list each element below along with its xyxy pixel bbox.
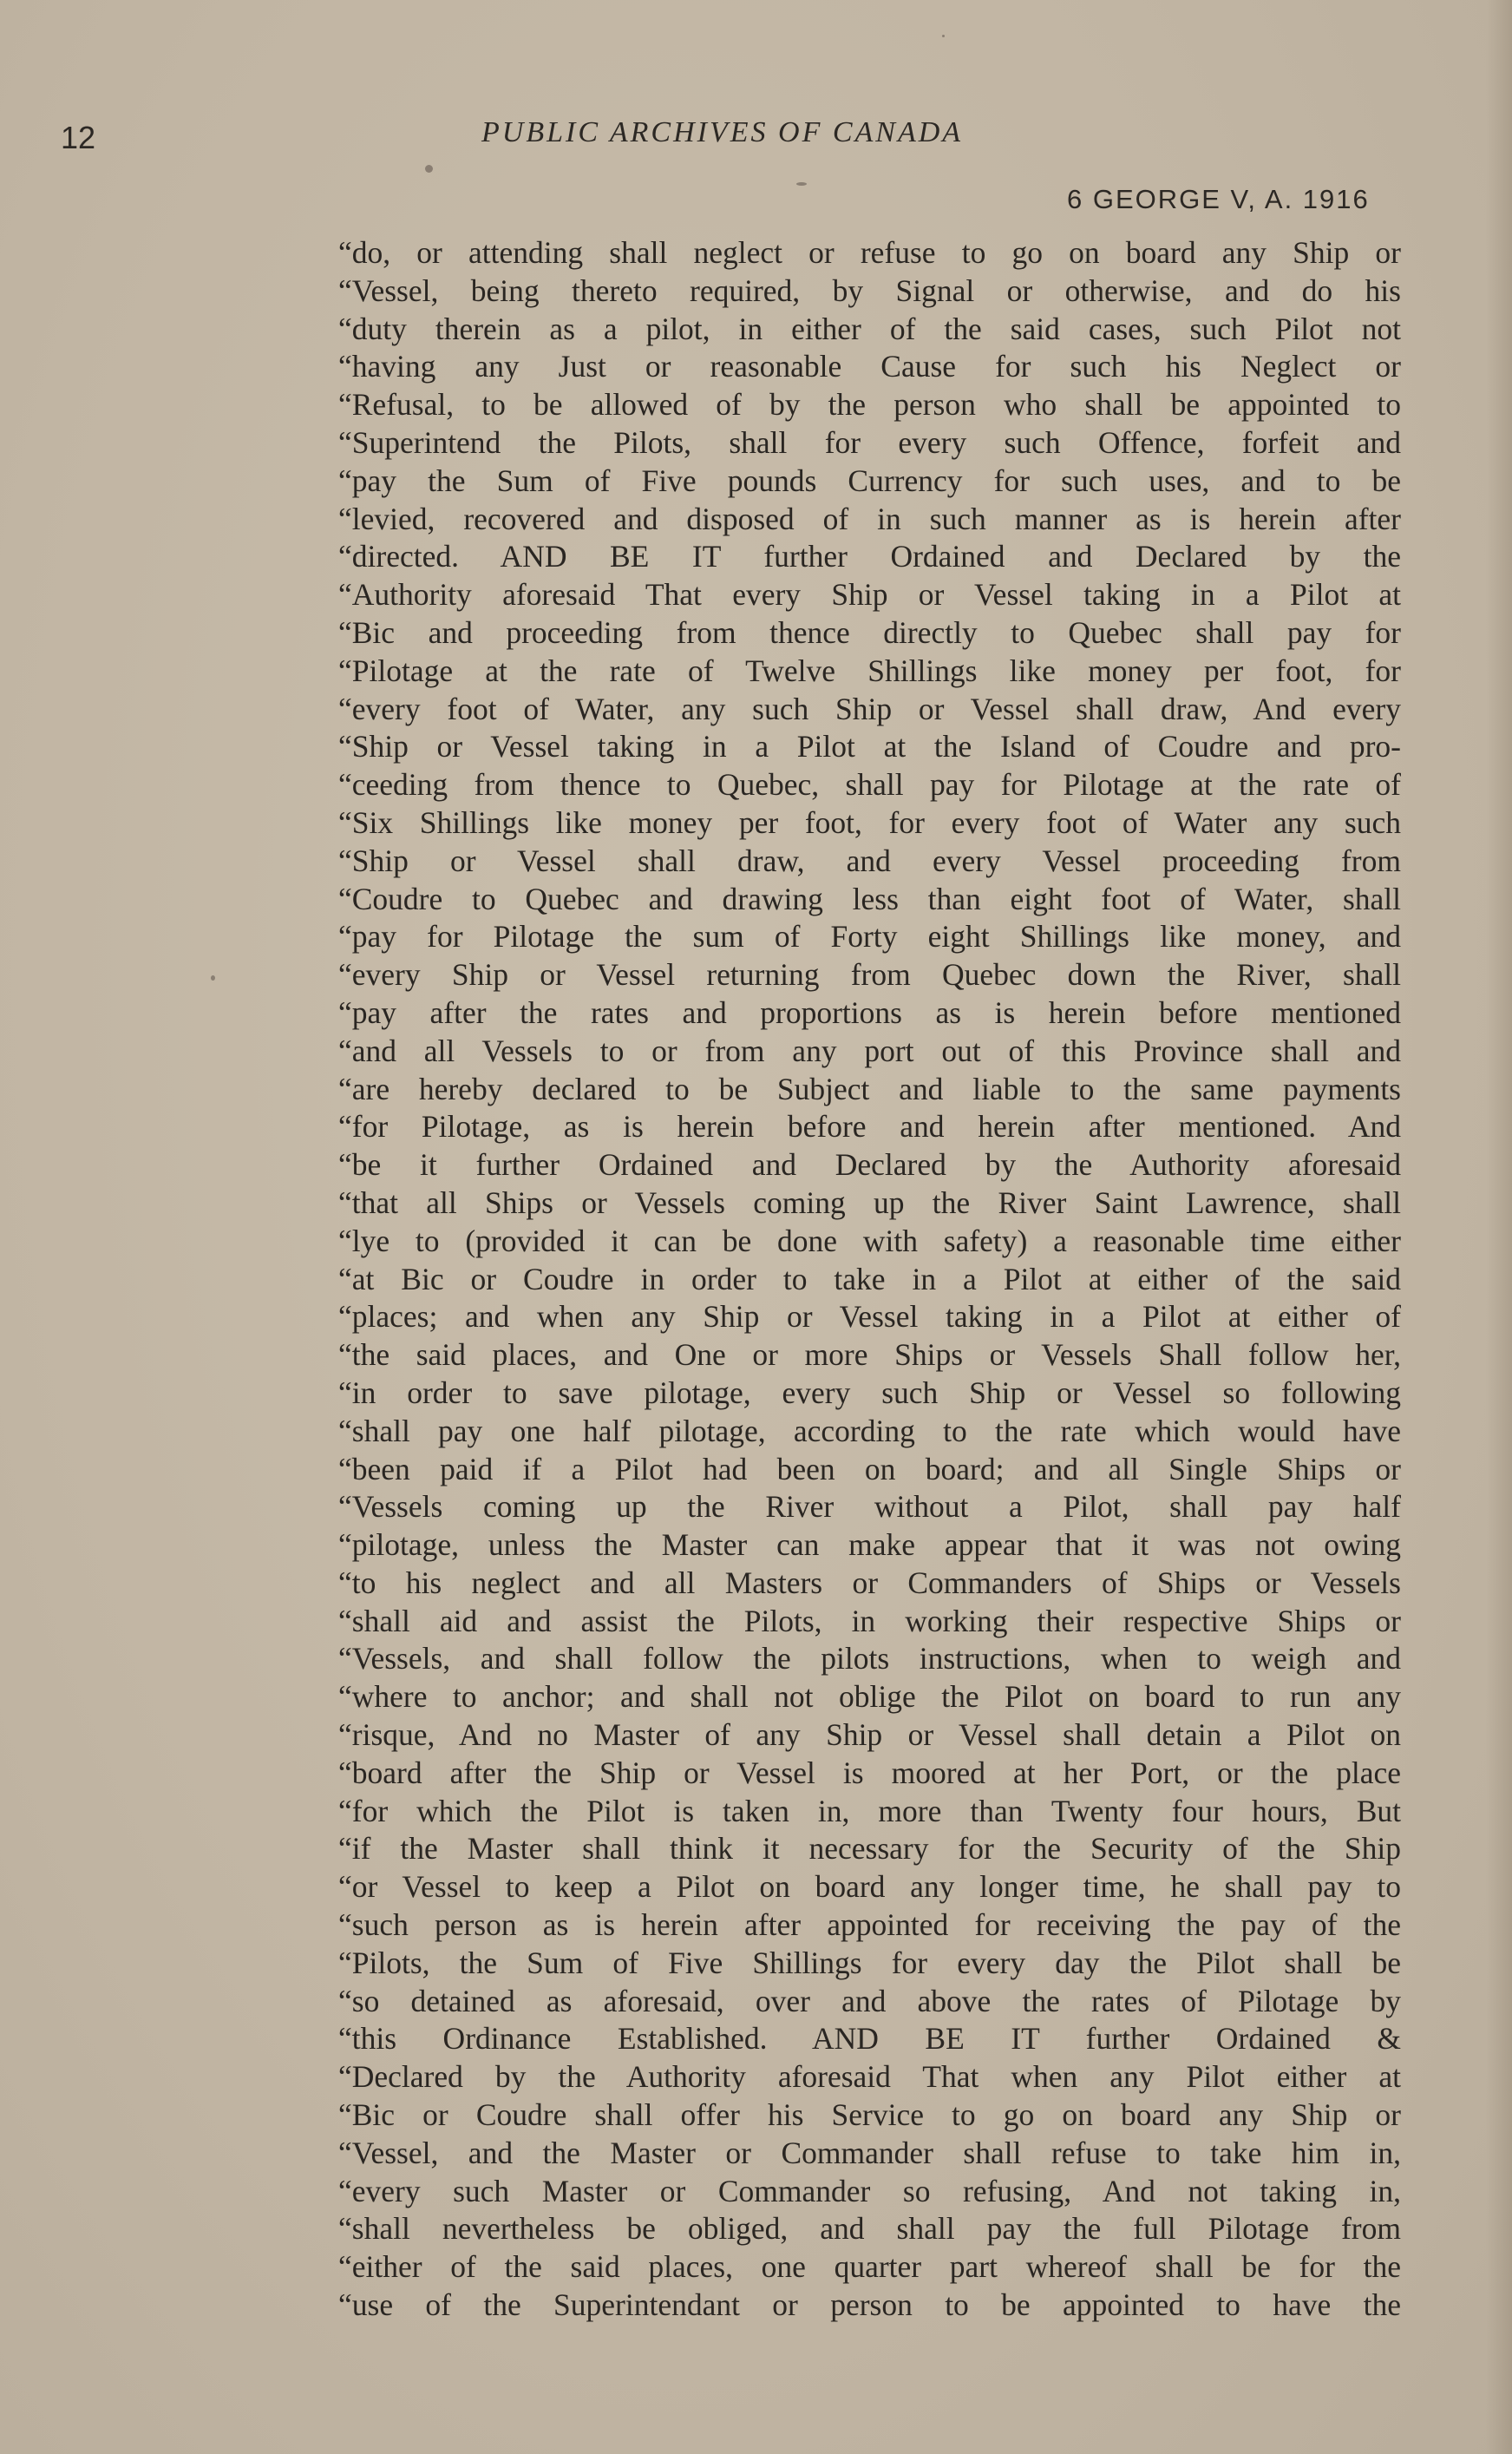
text-line: “for Pilotage, as is herein before and herein after mentioned. And xyxy=(338,1109,1401,1145)
text-line: “Bic or Coudre shall offer his Service to go on board any Ship or xyxy=(338,2097,1401,2133)
running-head: PUBLIC ARCHIVES OF CANADA xyxy=(481,116,964,148)
text-line: “Bic and proceeding from thence directly to Quebec shall pay for xyxy=(338,614,1401,650)
text-line: “lye to (provided it can be done with safety) a reasonable time either xyxy=(338,1223,1401,1258)
text-line: “every foot of Water, any such Ship or Vessel shall draw, And every xyxy=(338,691,1401,726)
paper-speck xyxy=(211,975,215,981)
text-line: “Superintend the Pilots, shall for every such Offence, forfeit and xyxy=(338,424,1401,460)
text-line: “having any Just or reasonable Cause for such his Neglect or xyxy=(338,349,1401,384)
text-line: “pay for Pilotage the sum of Forty eight Shillings like money, and xyxy=(338,919,1401,955)
text-line: “for which the Pilot is taken in, more than Twenty four hours, But xyxy=(338,1793,1401,1828)
text-line: “such person as is herein after appointed for receiving the pay of the xyxy=(338,1907,1401,1943)
session-reference: 6 GEORGE V, A. 1916 xyxy=(1067,184,1370,214)
text-line: “Six Shillings like money per foot, for every foot of Water any such xyxy=(338,804,1401,840)
text-line: “either of the said places, one quarter part whereof shall be for the xyxy=(338,2249,1401,2285)
text-line: “board after the Ship or Vessel is moored at her Port, or the place xyxy=(338,1755,1401,1790)
text-line: “and all Vessels to or from any port out of this Province shall and xyxy=(338,1033,1401,1068)
text-line: “are hereby declared to be Subject and liable to the same payments xyxy=(338,1071,1401,1106)
text-line: “directed. AND BE IT further Ordained and Declared by the xyxy=(338,539,1401,574)
text-line: “shall nevertheless be obliged, and shall pay the full Pilotage from xyxy=(338,2211,1401,2247)
text-line: “Pilots, the Sum of Five Shillings for every day the Pilot shall be xyxy=(338,1945,1401,1980)
text-line: “do, or attending shall neglect or refuse to go on board any Ship or xyxy=(338,235,1401,270)
text-line: “where to anchor; and shall not oblige the Pilot on board to run any xyxy=(338,1679,1401,1715)
ordinance-text xyxy=(338,234,1401,2325)
text-line: “every such Master or Commander so refusing, And not taking in, xyxy=(338,2173,1401,2208)
text-line: “Authority aforesaid That every Ship or Vessel taking in a Pilot at xyxy=(338,577,1401,613)
text-line: “use of the Superintendant or person to be appointed to have the xyxy=(338,2287,1401,2323)
page-number: 12 xyxy=(61,120,96,155)
text-line: “every Ship or Vessel returning from Quebec down the River, shall xyxy=(338,957,1401,993)
text-line: “Coudre to Quebec and drawing less than eight foot of Water, shall xyxy=(338,881,1401,916)
text-line: “be it further Ordained and Declared by the Authority aforesaid xyxy=(338,1147,1401,1183)
text-line: “in order to save pilotage, every such Ship or Vessel so following xyxy=(338,1375,1401,1410)
text-line: “risque, And no Master of any Ship or Vessel shall detain a Pilot on xyxy=(338,1717,1401,1753)
text-line: “ceeding from thence to Quebec, shall pay for Pilotage at the rate of xyxy=(338,767,1401,803)
paper-speck xyxy=(796,182,807,186)
text-line: “Ship or Vessel shall draw, and every Vessel proceeding from xyxy=(338,843,1401,878)
page-edge-shadow xyxy=(1486,0,1512,2454)
text-line: “pay after the rates and proportions as is herein before mentioned xyxy=(338,994,1401,1030)
text-line: “to his neglect and all Masters or Commanders of Ships or Vessels xyxy=(338,1565,1401,1600)
text-line: “Declared by the Authority aforesaid That when any Pilot either at xyxy=(338,2059,1401,2095)
text-line: “or Vessel to keep a Pilot on board any longer time, he shall pay to xyxy=(338,1869,1401,1905)
text-line: “Vessels coming up the River without a Pilot, shall pay half xyxy=(338,1489,1401,1525)
text-line: “Vessel, and the Master or Commander shall refuse to take him in, xyxy=(338,2135,1401,2170)
text-line: “so detained as aforesaid, over and above the rates of Pilotage by xyxy=(338,1983,1401,2018)
text-line: “duty therein as a pilot, in either of the said cases, such Pilot not xyxy=(338,311,1401,346)
text-line: “levied, recovered and disposed of in such manner as is herein after xyxy=(338,501,1401,536)
text-line: “Vessel, being thereto required, by Signal or otherwise, and do his xyxy=(338,272,1401,308)
paper-speck xyxy=(425,165,433,173)
text-line: “Vessels, and shall follow the pilots instructions, when to weigh and xyxy=(338,1641,1401,1676)
text-line: “this Ordinance Established. AND BE IT further Ordained & xyxy=(338,2021,1401,2057)
text-line: “been paid if a Pilot had been on board; and all Single Ships or xyxy=(338,1451,1401,1486)
text-line: “Ship or Vessel taking in a Pilot at the Island of Coudre and pro- xyxy=(338,729,1401,764)
text-line: “that all Ships or Vessels coming up the River Saint Lawrence, shall xyxy=(338,1184,1401,1220)
text-line: “shall pay one half pilotage, according to the rate which would have xyxy=(338,1413,1401,1448)
text-line: “Pilotage at the rate of Twelve Shillings like money per foot, for xyxy=(338,653,1401,688)
text-line: “Refusal, to be allowed of by the person who shall be appointed to xyxy=(338,387,1401,423)
text-line: “shall aid and assist the Pilots, in working their respective Ships or xyxy=(338,1603,1401,1638)
text-line: “places; and when any Ship or Vessel taking in a Pilot at either of xyxy=(338,1299,1401,1335)
paper-speck xyxy=(942,35,945,37)
text-line: “the said places, and One or more Ships or Vessels Shall follow her, xyxy=(338,1337,1401,1373)
text-line: “if the Master shall think it necessary for the Security of the Ship xyxy=(338,1831,1401,1867)
text-line: “pilotage, unless the Master can make appear that it was not owing xyxy=(338,1527,1401,1563)
text-line: “at Bic or Coudre in order to take in a Pilot at either of the said xyxy=(338,1261,1401,1296)
text-line: “pay the Sum of Five pounds Currency for such uses, and to be xyxy=(338,463,1401,498)
